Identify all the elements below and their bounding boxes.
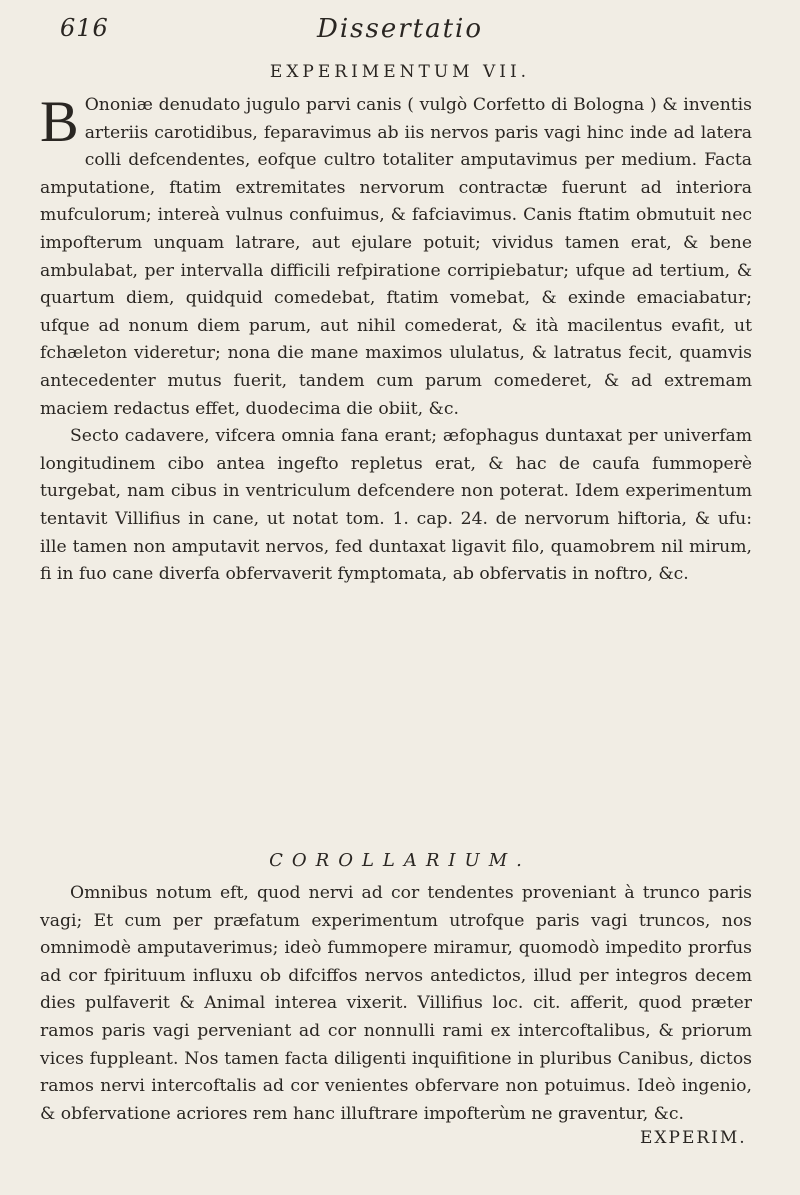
page-number: 616 bbox=[60, 14, 109, 42]
section-heading: EXPERIMENTUM VII. bbox=[269, 62, 531, 82]
corollarium-text bbox=[40, 880, 752, 1128]
corollarium-paragraph: Omnibus notum eft, quod nervi ad cor tendentes proveniant à trunco paris vagi; Et cum per præfatum experimentum utrofque paris vagi truncos, nos omnimodè amputaverimus; ideò fummopere miramur, quomodò impedito prorfus ad cor fpirituum influxu ob difciffos nervos antedictos, illud per integros decem dies pulfaverit & Animal interea vixerit. Villifius loc. cit. afferit, quod præter ramos paris vagi perveniant ad cor nonnulli rami ex intercoftalibus, & priorum vices fuppleant. Nos tamen facta diligenti inquifitione in pluribus Canibus, dictos ramos nervi intercoftalis ad cor venientes obfervare non potuimus. Ideò ingenio, & obfervatione acriores rem hanc illuftrare impofterùm ne graventur, &c. bbox=[40, 883, 752, 1124]
experiment-paragraph-1 bbox=[40, 89, 752, 423]
drop-cap: B bbox=[40, 89, 79, 154]
experiment-paragraph-2: Secto cadavere, vifcera omnia fana erant; æfophagus duntaxat per univerfam longitudinem cibo antea ingefto repletus erat, & hac de caufa fummoperè turgebat, nam cibus in ventriculum defcendere non poterat. Idem experimentum tentavit Villifius in cane, ut notat tom. 1. cap. 24. de nervorum hiftoria, & ufu: ille tamen non amputavit nervos, fed duntaxat ligavit filo, quamobrem nil mirum, fi in fuo cane diverfa obfervaverit fymptomata, ab obfervatis in noftro, &c. bbox=[40, 426, 752, 585]
page-header bbox=[0, 14, 800, 44]
corollarium-heading: COROLLARIUM. bbox=[269, 850, 531, 871]
experiment-text bbox=[40, 89, 752, 589]
experiment-paragraph-1-text: Ononiæ denudato jugulo parvi canis ( vulgò Corfetto di Bologna ) & inventis arteriis carotidibus, feparavimus ab iis nervos paris vagi hinc inde ad latera colli defcendentes, eofque cultro totaliter amputavimus per medium. Facta amputatione, ftatim extremitates nervorum contractæ fuerunt ad interiora mufculorum; intereà vulnus confuimus, & fafciavimus. Canis ftatim obmutuit nec impofterum unquam latrare, aut ejulare potuit; vividus tamen erat, & bene ambulabat, per intervalla difficili refpiratione corripiebatur; ufque ad tertium, & quartum diem, quidquid comedebat, ftatim vomebat, & exinde emaciabatur; ufque ad nonum diem parum, aut nihil comederat, & ità macilentus evafit, ut fchæleton videretur; nona die mane maximos ululatus, & latratus fecit, quamvis antecedenter mutus fuerit, tandem cum parum comederet, & ad extremam maciem redactus effet, duodecima die obiit, &c. bbox=[40, 95, 752, 419]
running-title: Dissertatio bbox=[316, 14, 484, 44]
catchword: EXPERIM. bbox=[640, 1128, 747, 1148]
